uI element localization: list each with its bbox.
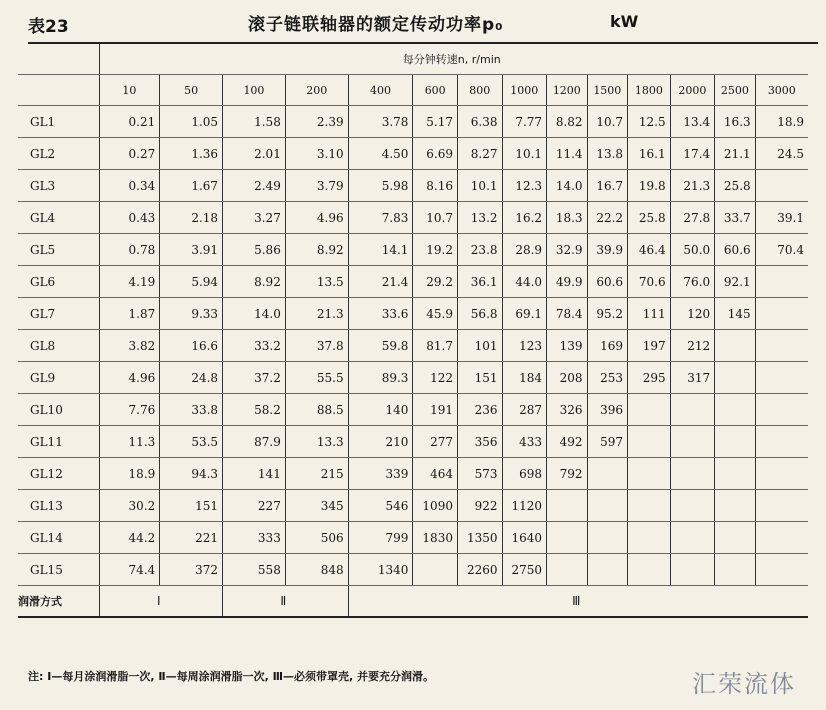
lubrication-type-1: I (99, 586, 223, 618)
power-cell: 46.4 (628, 234, 671, 266)
table-row (18, 458, 808, 490)
model-label: GL5 (18, 234, 99, 266)
power-cell: 8.16 (413, 170, 458, 202)
power-cell: 50.0 (670, 234, 715, 266)
table-row (18, 362, 808, 394)
power-cell: 13.2 (457, 202, 502, 234)
power-cell: 2.01 (223, 138, 286, 170)
power-cell (715, 394, 756, 426)
power-cell: 55.5 (285, 362, 348, 394)
power-cell: 558 (223, 554, 286, 586)
power-cell (755, 266, 808, 298)
power-cell: 191 (413, 394, 458, 426)
power-cell: 492 (547, 426, 588, 458)
power-cell: 9.33 (160, 298, 223, 330)
power-cell: 1090 (413, 490, 458, 522)
power-cell (628, 490, 671, 522)
power-cell (628, 522, 671, 554)
power-cell: 277 (413, 426, 458, 458)
power-cell: 506 (285, 522, 348, 554)
power-cell: 345 (285, 490, 348, 522)
power-cell: 151 (457, 362, 502, 394)
power-cell: 3.82 (99, 330, 160, 362)
power-cell: 253 (587, 362, 628, 394)
power-cell: 356 (457, 426, 502, 458)
model-label: GL11 (18, 426, 99, 458)
power-cell (755, 362, 808, 394)
power-cell: 3.10 (285, 138, 348, 170)
model-label: GL2 (18, 138, 99, 170)
model-label: GL10 (18, 394, 99, 426)
power-cell: 89.3 (348, 362, 413, 394)
power-cell: 4.50 (348, 138, 413, 170)
table-header (0, 0, 826, 40)
power-cell: 792 (547, 458, 588, 490)
power-cell: 33.6 (348, 298, 413, 330)
power-cell: 74.4 (99, 554, 160, 586)
model-label: GL7 (18, 298, 99, 330)
power-cell: 16.2 (502, 202, 547, 234)
power-cell: 145 (715, 298, 756, 330)
power-cell: 4.96 (285, 202, 348, 234)
power-cell (755, 458, 808, 490)
table-row (18, 426, 808, 458)
speed-header-cell: 1500 (587, 75, 628, 106)
power-cell: 8.27 (457, 138, 502, 170)
power-cell: 212 (670, 330, 715, 362)
power-cell (628, 554, 671, 586)
power-cell (715, 426, 756, 458)
power-cell (547, 554, 588, 586)
power-cell: 49.9 (547, 266, 588, 298)
power-cell: 0.21 (99, 106, 160, 138)
model-label: GL6 (18, 266, 99, 298)
power-cell: 7.77 (502, 106, 547, 138)
power-cell: 1.67 (160, 170, 223, 202)
model-label: GL9 (18, 362, 99, 394)
power-cell: 16.1 (628, 138, 671, 170)
power-cell: 1.36 (160, 138, 223, 170)
power-cell (587, 490, 628, 522)
lubrication-type-3: Ⅲ (348, 586, 808, 618)
power-cell: 13.4 (670, 106, 715, 138)
power-cell: 36.1 (457, 266, 502, 298)
speed-header-cell: 1800 (628, 75, 671, 106)
power-cell: 92.1 (715, 266, 756, 298)
model-label: GL15 (18, 554, 99, 586)
power-cell: 39.1 (755, 202, 808, 234)
power-cell: 6.69 (413, 138, 458, 170)
lubrication-type-2: Ⅱ (223, 586, 349, 618)
power-cell: 18.9 (99, 458, 160, 490)
power-cell: 11.4 (547, 138, 588, 170)
power-cell (755, 170, 808, 202)
table-row (18, 298, 808, 330)
power-cell: 60.6 (715, 234, 756, 266)
power-cell: 28.9 (502, 234, 547, 266)
power-cell: 94.3 (160, 458, 223, 490)
power-cell: 848 (285, 554, 348, 586)
power-cell: 1120 (502, 490, 547, 522)
table-row (18, 170, 808, 202)
power-cell: 2750 (502, 554, 547, 586)
power-cell: 45.9 (413, 298, 458, 330)
power-cell: 2.49 (223, 170, 286, 202)
speed-header-row (18, 75, 808, 106)
power-cell: 151 (160, 490, 223, 522)
watermark: 汇荣流体 (692, 670, 796, 698)
speed-header-cell: 50 (160, 75, 223, 106)
power-cell: 1340 (348, 554, 413, 586)
power-cell: 14.0 (547, 170, 588, 202)
power-cell: 8.92 (285, 234, 348, 266)
power-cell (715, 522, 756, 554)
power-cell: 88.5 (285, 394, 348, 426)
power-cell (755, 554, 808, 586)
power-cell: 339 (348, 458, 413, 490)
model-label: GL12 (18, 458, 99, 490)
power-cell (547, 522, 588, 554)
power-cell: 37.8 (285, 330, 348, 362)
power-cell: 4.19 (99, 266, 160, 298)
power-cell (628, 426, 671, 458)
power-cell: 70.6 (628, 266, 671, 298)
power-cell: 295 (628, 362, 671, 394)
power-cell: 317 (670, 362, 715, 394)
power-cell (587, 554, 628, 586)
power-cell: 11.3 (99, 426, 160, 458)
power-cell: 922 (457, 490, 502, 522)
table-row (18, 330, 808, 362)
speed-header-cell: 2000 (670, 75, 715, 106)
power-cell: 333 (223, 522, 286, 554)
power-cell: 70.4 (755, 234, 808, 266)
power-cell: 4.96 (99, 362, 160, 394)
power-cell: 29.2 (413, 266, 458, 298)
power-cell (715, 362, 756, 394)
power-cell: 221 (160, 522, 223, 554)
table-row (18, 202, 808, 234)
power-cell: 1.87 (99, 298, 160, 330)
unit-label: kW (610, 12, 639, 31)
speed-header-cell: 800 (457, 75, 502, 106)
power-cell: 39.9 (587, 234, 628, 266)
power-cell (755, 490, 808, 522)
power-cell: 215 (285, 458, 348, 490)
power-cell: 13.3 (285, 426, 348, 458)
power-cell: 7.83 (348, 202, 413, 234)
power-cell: 58.2 (223, 394, 286, 426)
power-cell: 24.5 (755, 138, 808, 170)
power-rating-table (18, 44, 808, 618)
power-cell: 208 (547, 362, 588, 394)
power-cell: 19.2 (413, 234, 458, 266)
power-cell: 1.05 (160, 106, 223, 138)
table-row (18, 554, 808, 586)
power-cell: 287 (502, 394, 547, 426)
power-cell: 433 (502, 426, 547, 458)
power-cell: 7.76 (99, 394, 160, 426)
power-cell: 101 (457, 330, 502, 362)
speed-header-cell: 100 (223, 75, 286, 106)
speed-header-cell: 2500 (715, 75, 756, 106)
power-cell: 69.1 (502, 298, 547, 330)
model-label: GL4 (18, 202, 99, 234)
power-cell: 5.17 (413, 106, 458, 138)
power-cell: 22.2 (587, 202, 628, 234)
speed-axis-row (18, 44, 808, 75)
power-cell: 210 (348, 426, 413, 458)
power-cell: 0.27 (99, 138, 160, 170)
power-cell: 25.8 (715, 170, 756, 202)
power-cell: 122 (413, 362, 458, 394)
power-cell: 21.3 (670, 170, 715, 202)
power-cell: 24.8 (160, 362, 223, 394)
power-cell: 2.39 (285, 106, 348, 138)
power-cell: 10.7 (413, 202, 458, 234)
speed-header-cell: 3000 (755, 75, 808, 106)
power-cell: 95.2 (587, 298, 628, 330)
power-cell: 37.2 (223, 362, 286, 394)
table-number: 表23 (28, 17, 69, 37)
power-cell: 2.18 (160, 202, 223, 234)
power-cell (755, 330, 808, 362)
power-cell (715, 554, 756, 586)
power-cell: 10.7 (587, 106, 628, 138)
power-cell: 16.3 (715, 106, 756, 138)
power-cell: 197 (628, 330, 671, 362)
table-row (18, 490, 808, 522)
power-cell (755, 298, 808, 330)
power-cell: 396 (587, 394, 628, 426)
power-cell: 6.38 (457, 106, 502, 138)
power-cell (755, 426, 808, 458)
power-cell (547, 490, 588, 522)
power-cell (670, 426, 715, 458)
power-cell: 1830 (413, 522, 458, 554)
power-cell: 81.7 (413, 330, 458, 362)
power-cell: 60.6 (587, 266, 628, 298)
speed-header-cell: 200 (285, 75, 348, 106)
power-cell: 19.8 (628, 170, 671, 202)
power-cell: 0.34 (99, 170, 160, 202)
power-cell: 13.8 (587, 138, 628, 170)
power-cell: 27.8 (670, 202, 715, 234)
model-label: GL14 (18, 522, 99, 554)
power-cell (715, 458, 756, 490)
speed-header-cell: 10 (99, 75, 160, 106)
power-cell: 573 (457, 458, 502, 490)
power-cell: 33.8 (160, 394, 223, 426)
power-cell: 53.5 (160, 426, 223, 458)
power-cell: 10.1 (502, 138, 547, 170)
footnote: 注: I—每月涂润滑脂一次, Ⅱ—每周涂润滑脂一次, Ⅲ—必须带罩壳, 并要充分润滑。 (28, 670, 434, 683)
power-cell: 111 (628, 298, 671, 330)
power-cell: 227 (223, 490, 286, 522)
power-cell: 1.58 (223, 106, 286, 138)
power-cell: 23.8 (457, 234, 502, 266)
power-cell: 140 (348, 394, 413, 426)
power-cell: 14.0 (223, 298, 286, 330)
speed-header-cell: 1000 (502, 75, 547, 106)
power-cell: 78.4 (547, 298, 588, 330)
power-cell: 139 (547, 330, 588, 362)
power-cell: 18.9 (755, 106, 808, 138)
power-cell: 120 (670, 298, 715, 330)
table-row (18, 394, 808, 426)
power-cell: 1350 (457, 522, 502, 554)
lubrication-label: 润滑方式 (18, 586, 99, 618)
power-cell (755, 522, 808, 554)
table-row (18, 266, 808, 298)
power-cell: 1640 (502, 522, 547, 554)
power-cell: 87.9 (223, 426, 286, 458)
power-cell: 3.78 (348, 106, 413, 138)
table-row (18, 234, 808, 266)
table-row (18, 106, 808, 138)
power-cell: 12.3 (502, 170, 547, 202)
power-cell: 3.79 (285, 170, 348, 202)
power-cell: 464 (413, 458, 458, 490)
power-cell: 17.4 (670, 138, 715, 170)
power-cell: 14.1 (348, 234, 413, 266)
power-cell (715, 330, 756, 362)
power-cell: 184 (502, 362, 547, 394)
power-cell (670, 458, 715, 490)
power-cell: 18.3 (547, 202, 588, 234)
power-cell: 0.43 (99, 202, 160, 234)
power-cell: 59.8 (348, 330, 413, 362)
table-row (18, 522, 808, 554)
power-cell: 8.92 (223, 266, 286, 298)
model-label: GL13 (18, 490, 99, 522)
power-cell: 25.8 (628, 202, 671, 234)
speed-header-cell: 600 (413, 75, 458, 106)
power-cell: 2260 (457, 554, 502, 586)
power-cell: 597 (587, 426, 628, 458)
power-cell: 8.82 (547, 106, 588, 138)
power-cell: 5.94 (160, 266, 223, 298)
power-cell: 13.5 (285, 266, 348, 298)
power-cell: 799 (348, 522, 413, 554)
power-cell: 44.2 (99, 522, 160, 554)
model-label: GL1 (18, 106, 99, 138)
power-cell: 33.2 (223, 330, 286, 362)
power-cell (755, 394, 808, 426)
power-cell: 5.86 (223, 234, 286, 266)
power-cell (670, 394, 715, 426)
power-cell: 169 (587, 330, 628, 362)
power-cell: 21.3 (285, 298, 348, 330)
power-cell (628, 394, 671, 426)
power-cell: 3.91 (160, 234, 223, 266)
lubrication-row (18, 586, 808, 618)
corner-cell (18, 44, 99, 75)
power-cell (587, 458, 628, 490)
power-cell: 33.7 (715, 202, 756, 234)
power-cell: 10.1 (457, 170, 502, 202)
power-cell (670, 522, 715, 554)
power-cell: 3.27 (223, 202, 286, 234)
power-cell: 12.5 (628, 106, 671, 138)
power-cell (587, 522, 628, 554)
power-cell: 123 (502, 330, 547, 362)
power-cell: 56.8 (457, 298, 502, 330)
speed-header-cell: 400 (348, 75, 413, 106)
power-cell: 372 (160, 554, 223, 586)
model-label: GL8 (18, 330, 99, 362)
table-row (18, 138, 808, 170)
power-cell: 76.0 (670, 266, 715, 298)
speed-header-cell: 1200 (547, 75, 588, 106)
power-cell (628, 458, 671, 490)
power-cell: 16.6 (160, 330, 223, 362)
power-cell: 698 (502, 458, 547, 490)
power-cell: 546 (348, 490, 413, 522)
power-cell (413, 554, 458, 586)
power-cell: 44.0 (502, 266, 547, 298)
power-cell (670, 490, 715, 522)
power-cell: 326 (547, 394, 588, 426)
speed-axis-label: 每分钟转速n, r/min (99, 44, 808, 75)
power-cell: 30.2 (99, 490, 160, 522)
table-title: 滚子链联轴器的额定传动功率p₀ (248, 15, 504, 35)
power-cell: 236 (457, 394, 502, 426)
power-cell: 21.1 (715, 138, 756, 170)
power-cell: 141 (223, 458, 286, 490)
power-cell: 21.4 (348, 266, 413, 298)
power-cell: 5.98 (348, 170, 413, 202)
model-label: GL3 (18, 170, 99, 202)
power-cell (715, 490, 756, 522)
power-cell: 32.9 (547, 234, 588, 266)
corner-cell (18, 75, 99, 106)
power-cell (670, 554, 715, 586)
power-cell: 16.7 (587, 170, 628, 202)
power-cell: 0.78 (99, 234, 160, 266)
